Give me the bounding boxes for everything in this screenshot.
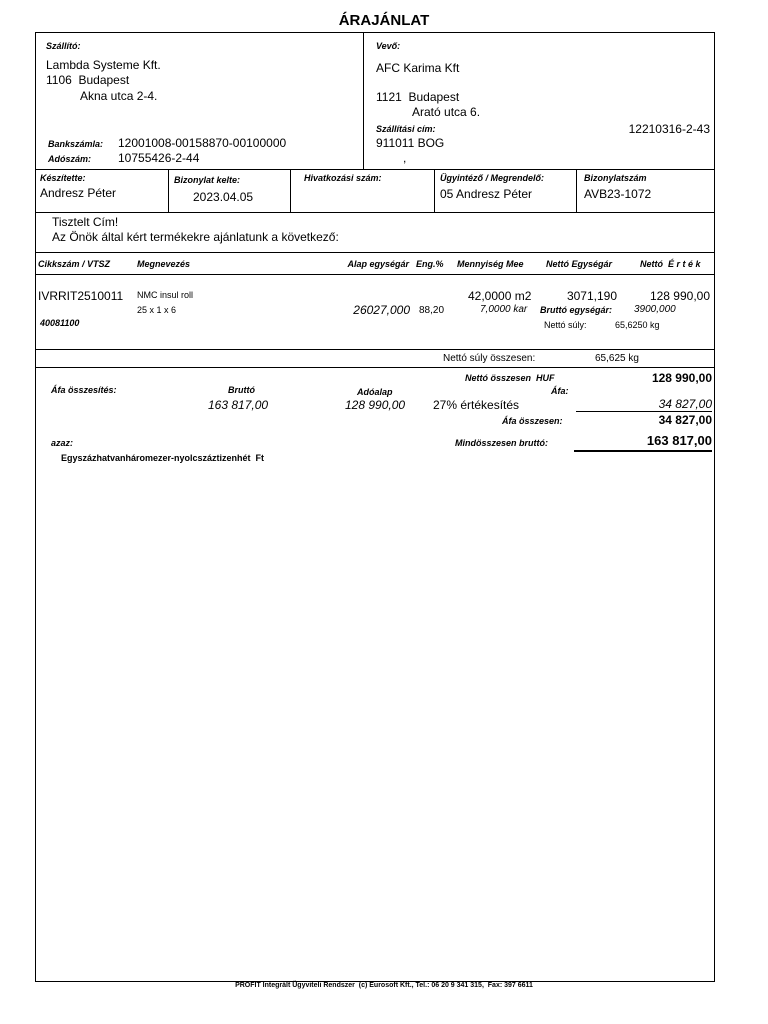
- in-words-label: azaz:: [51, 438, 74, 448]
- table-header-bottom: [36, 274, 714, 275]
- total-weight-label: Nettó súly összesen:: [443, 353, 536, 364]
- supplier-city: 1106 Budapest: [46, 73, 130, 87]
- document-date: 2023.04.05: [193, 190, 254, 204]
- buyer-city: 1121 Budapest: [376, 90, 460, 104]
- vat-amount: 34 827,00: [658, 397, 712, 411]
- buyer-street: Arató utca 6.: [412, 105, 481, 119]
- shipping-extra: ,: [403, 151, 407, 165]
- gross-unit-price: 3900,000: [634, 304, 676, 315]
- item-name: NMC insul roll: [137, 290, 194, 300]
- vat-base-amount: 128 990,00: [345, 398, 406, 412]
- col-net-unit: Nettó Egységár: [546, 259, 613, 269]
- item-base-price: 26027,000: [353, 303, 410, 317]
- item-code: IVRRIT2510011: [38, 289, 124, 303]
- meta-divider-2: [290, 170, 291, 212]
- col-quantity: Mennyiség Mee: [457, 259, 524, 269]
- prepared-by-label: Készítette:: [40, 173, 86, 183]
- item-net-unit: 3071,190: [566, 289, 617, 303]
- tax-label: Adószám:: [48, 154, 92, 164]
- grand-total: 163 817,00: [646, 433, 712, 448]
- greeting-intro: Az Önök által kért termékekre ajánlatunk a következő:: [52, 230, 339, 244]
- item-discount: 88,20: [419, 305, 445, 316]
- buyer-name: AFC Karima Kft: [376, 61, 460, 75]
- vat-summary-label: Áfa összesítés:: [51, 385, 117, 395]
- doc-number: AVB23-1072: [584, 187, 652, 201]
- agent: 05 Andresz Péter: [440, 187, 533, 201]
- net-total-label: Nettó összesen HUF: [465, 373, 555, 383]
- greeting-salutation: Tisztelt Cím!: [52, 215, 119, 229]
- amount-in-words: Egyszázhatvanháromezer-nyolcszáztizenhét Ft: [61, 453, 265, 463]
- meta-divider-4: [576, 170, 577, 212]
- item-quantity-alt: 7,0000 kar: [480, 304, 528, 315]
- grand-total-label: Mindösszesen bruttó:: [455, 438, 549, 448]
- prepared-by: Andresz Péter: [40, 186, 117, 200]
- item-size: 25 x 1 x 6: [137, 305, 177, 315]
- vat-gross-header: Bruttó: [228, 385, 255, 395]
- vat-gross-amount: 163 817,00: [208, 398, 269, 412]
- vat-total: 34 827,00: [658, 413, 712, 427]
- party-divider: [363, 33, 364, 169]
- net-total: 128 990,00: [651, 371, 712, 385]
- net-weight: 65,6250 kg: [615, 320, 660, 330]
- document-title: ÁRAJÁNLAT: [338, 12, 430, 29]
- shipping-label: Szállítási cím:: [376, 124, 436, 134]
- supplier-tax-number: 10755426-2-44: [118, 151, 200, 165]
- col-code: Cikkszám / VTSZ: [38, 259, 111, 269]
- items-bottom-line: [36, 349, 714, 350]
- total-weight: 65,625 kg: [595, 353, 639, 364]
- col-discount: Eng.%: [416, 259, 444, 269]
- buyer-tax-number: 12210316-2-43: [628, 122, 710, 136]
- col-net-value: Nettó É r t é k: [640, 259, 701, 269]
- meta-bottom-line: [36, 212, 714, 213]
- supplier-name: Lambda Systeme Kft.: [46, 58, 161, 72]
- reference-label: Hivatkozási szám:: [304, 173, 382, 183]
- vat-base-header: Adóalap: [357, 387, 393, 397]
- doc-number-label: Bizonylatszám: [584, 173, 647, 183]
- item-vtsz: 40081100: [40, 318, 80, 328]
- supplier-label: Szállító:: [46, 41, 81, 51]
- vat-sum-line: [576, 411, 712, 412]
- gross-unit-label: Bruttó egységár:: [540, 305, 613, 315]
- vat-rate: 27% értékesítés: [433, 398, 520, 412]
- date-label: Bizonylat kelte:: [174, 175, 241, 185]
- footer-note: PROFIT Integrált Ügyviteli Rendszer (c) Eurosoft Kft., Tel.: 06 20 9 341 315, Fax: 397 6611: [235, 982, 533, 989]
- buyer-label: Vevő:: [376, 41, 401, 51]
- item-quantity: 42,0000 m2: [468, 289, 532, 303]
- vat-total-label: Áfa összesen:: [502, 416, 563, 426]
- supplier-street: Akna utca 2-4.: [80, 89, 158, 103]
- net-weight-label: Nettó súly:: [544, 320, 587, 330]
- meta-divider-1: [168, 170, 169, 212]
- bank-account: 12001008-00158870-00100000: [118, 136, 287, 150]
- grand-total-line: [574, 450, 712, 452]
- meta-divider-3: [434, 170, 435, 212]
- table-header-top: [36, 252, 714, 253]
- party-bottom-line: [36, 169, 714, 170]
- agent-label: Ügyintéző / Megrendelő:: [440, 173, 545, 183]
- bank-label: Bankszámla:: [48, 139, 104, 149]
- col-base-price: Alap egységár: [347, 259, 409, 269]
- col-name: Megnevezés: [137, 259, 191, 269]
- weight-bottom-line: [36, 367, 714, 368]
- shipping-address: 911011 BOG: [376, 136, 445, 150]
- item-net-value: 128 990,00: [649, 289, 710, 303]
- vat-label: Áfa:: [551, 386, 569, 396]
